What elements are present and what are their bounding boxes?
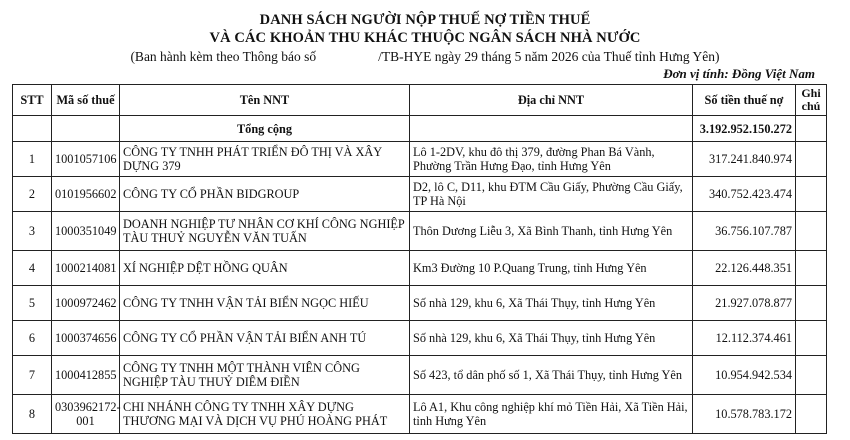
row-amount: 21.927.078.877 — [693, 286, 796, 321]
row-note — [796, 356, 827, 395]
row-amount: 317.241.840.974 — [693, 142, 796, 177]
column-header-name: Tên NNT — [120, 85, 410, 116]
column-header-stt: STT — [13, 85, 52, 116]
row-address: Lô 1-2DV, khu đô thị 379, đường Phan Bá Vành, Phường Trần Hưng Đạo, tỉnh Hưng Yên — [410, 142, 693, 177]
row-address: Số nhà 129, khu 6, Xã Thái Thụy, tỉnh Hưng Yên — [410, 286, 693, 321]
row-taxpayer-name: CÔNG TY TNHH PHÁT TRIỂN ĐÔ THỊ VÀ XÂY DỰNG 379 — [120, 142, 410, 177]
row-amount: 10.954.942.534 — [693, 356, 796, 395]
total-amount: 3.192.952.150.272 — [693, 116, 796, 142]
subtitle-right: /TB-HYE ngày 29 tháng 5 năm 2026 của Thuế tỉnh Hưng Yên) — [378, 49, 720, 64]
row-amount: 10.578.783.172 — [693, 395, 796, 434]
total-address-cell — [410, 116, 693, 142]
row-stt: 5 — [13, 286, 52, 321]
row-note — [796, 251, 827, 286]
document-title: DANH SÁCH NGƯỜI NỘP THUẾ NỢ TIỀN THUẾ — [259, 12, 591, 28]
table-row — [13, 142, 827, 177]
document-title-line2: VÀ CÁC KHOẢN THU KHÁC THUỘC NGÂN SÁCH NHÀ NƯỚC — [209, 30, 641, 46]
row-taxpayer-name: CÔNG TY CỔ PHẦN VẬN TẢI BIỂN ANH TÚ — [120, 321, 410, 356]
total-mst-cell — [52, 116, 120, 142]
table-row — [13, 212, 827, 251]
subtitle-left: (Ban hành kèm theo Thông báo số — [130, 49, 317, 64]
column-header-tax-code: Mã số thuế — [52, 85, 120, 116]
row-stt: 2 — [13, 177, 52, 212]
row-address: Lô A1, Khu công nghiệp khí mỏ Tiền Hải, Xã Tiền Hải, tỉnh Hưng Yên — [410, 395, 693, 434]
row-tax-code: 1001057106 — [52, 142, 120, 177]
column-header-amount: Số tiền thuế nợ — [693, 85, 796, 116]
row-address: Thôn Dương Liễu 3, Xã Bình Thanh, tỉnh Hưng Yên — [410, 212, 693, 251]
row-address: Số 423, tổ dân phố số 1, Xã Thái Thụy, tỉnh Hưng Yên — [410, 356, 693, 395]
row-stt: 1 — [13, 142, 52, 177]
row-stt: 3 — [13, 212, 52, 251]
row-taxpayer-name: CÔNG TY TNHH VẬN TẢI BIỂN NGỌC HIẾU — [120, 286, 410, 321]
table-row — [13, 177, 827, 212]
row-note — [796, 321, 827, 356]
table-row — [13, 286, 827, 321]
row-note — [796, 395, 827, 434]
row-taxpayer-name: CÔNG TY TNHH MỘT THÀNH VIÊN CÔNG NGHIỆP TÀU THUỶ DIÊM ĐIỀN — [120, 356, 410, 395]
currency-unit: Đơn vị tính: Đồng Việt Nam — [663, 66, 815, 81]
row-address: Km3 Đường 10 P.Quang Trung, tỉnh Hưng Yên — [410, 251, 693, 286]
row-note — [796, 212, 827, 251]
table-row — [13, 251, 827, 286]
row-stt: 7 — [13, 356, 52, 395]
row-taxpayer-name: XÍ NGHIỆP DỆT HỒNG QUÂN — [120, 251, 410, 286]
column-header-address: Địa chỉ NNT — [410, 85, 693, 116]
document-subtitle — [0, 49, 850, 65]
row-amount: 22.126.448.351 — [693, 251, 796, 286]
row-note — [796, 142, 827, 177]
total-stt-cell — [13, 116, 52, 142]
row-tax-code: 1000214081 — [52, 251, 120, 286]
row-tax-code: 0303962172-001 — [52, 395, 120, 434]
total-row — [13, 116, 827, 142]
row-address: D2, lô C, D11, khu ĐTM Cầu Giấy, Phường Cầu Giấy, TP Hà Nội — [410, 177, 693, 212]
table-row — [13, 356, 827, 395]
row-stt: 8 — [13, 395, 52, 434]
debtor-table — [12, 84, 827, 434]
column-header-note: Ghi chú — [796, 85, 827, 116]
table-header-row — [13, 85, 827, 116]
row-amount: 12.112.374.461 — [693, 321, 796, 356]
row-taxpayer-name: DOANH NGHIỆP TƯ NHÂN CƠ KHÍ CÔNG NGHIỆP TÀU THUỶ NGUYỄN VĂN TUẤN — [120, 212, 410, 251]
row-note — [796, 177, 827, 212]
row-note — [796, 286, 827, 321]
row-tax-code: 1000972462 — [52, 286, 120, 321]
row-taxpayer-name: CÔNG TY CỔ PHẦN BIDGROUP — [120, 177, 410, 212]
total-note-cell — [796, 116, 827, 142]
total-label: Tổng cộng — [120, 116, 410, 142]
row-taxpayer-name: CHI NHÁNH CÔNG TY TNHH XÂY DỰNG THƯƠNG MẠI VÀ DỊCH VỤ PHÚ HOÀNG PHÁT — [120, 395, 410, 434]
row-address: Số nhà 129, khu 6, Xã Thái Thụy, tỉnh Hưng Yên — [410, 321, 693, 356]
row-stt: 6 — [13, 321, 52, 356]
table-row — [13, 321, 827, 356]
table-row — [13, 395, 827, 434]
row-tax-code: 1000412855 — [52, 356, 120, 395]
row-tax-code: 0101956602 — [52, 177, 120, 212]
row-amount: 36.756.107.787 — [693, 212, 796, 251]
row-tax-code: 1000351049 — [52, 212, 120, 251]
row-stt: 4 — [13, 251, 52, 286]
row-tax-code: 1000374656 — [52, 321, 120, 356]
row-amount: 340.752.423.474 — [693, 177, 796, 212]
